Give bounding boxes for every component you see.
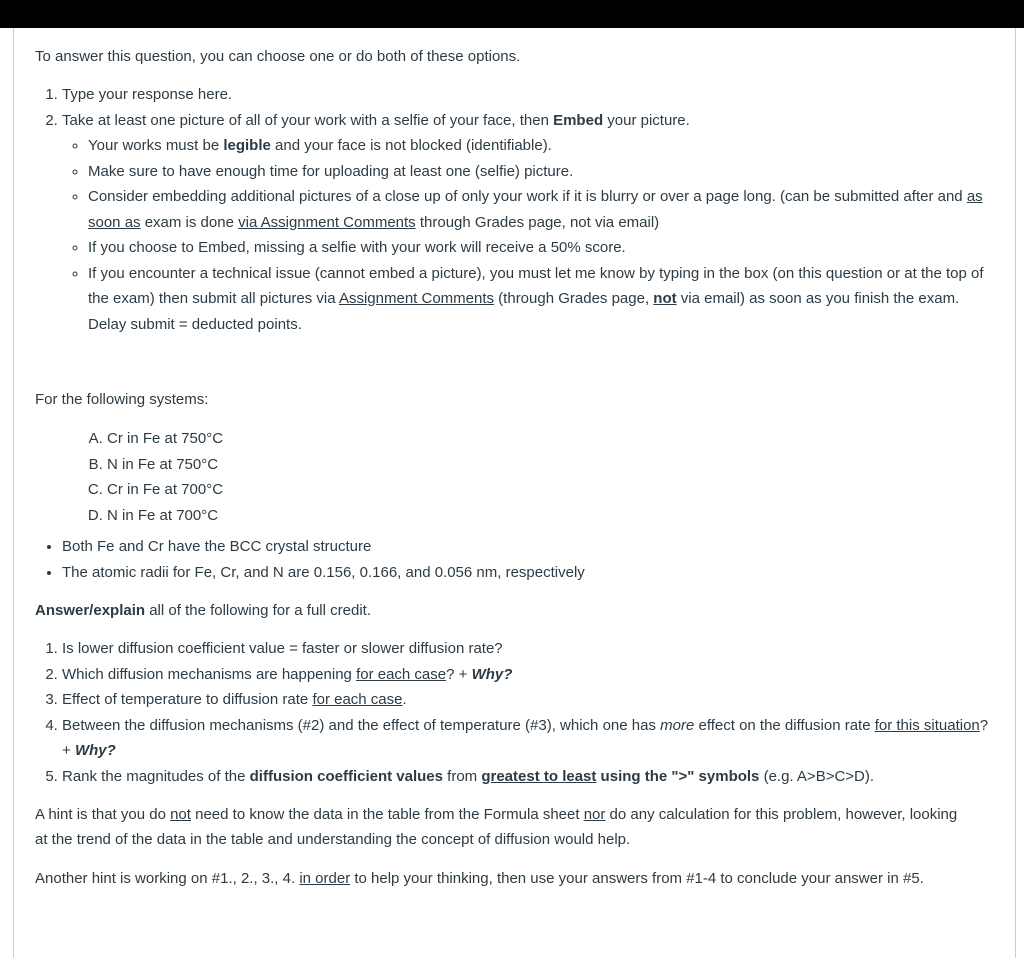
option-type-response: 1. Type your response here. <box>62 82 992 108</box>
embed-instructions-list <box>62 133 992 337</box>
fact-item: • Both Fe and Cr have the BCC crystal structure <box>62 534 992 560</box>
hint-paragraph: A hint is that you do not need to know the data in the table from the Formula sheet nor do any calculation for this problem, however, looking at the trend of the data in the table and understanding the concept of diffusion would help. <box>35 806 958 848</box>
list-item: ◦ If you choose to Embed, missing a selfie with your work will receive a 50% score. <box>88 235 992 261</box>
question-item: 3. Effect of temperature to diffusion rate for each case. <box>62 687 997 713</box>
answer-instructions: Answer/explain all of the following for a full credit. <box>35 602 371 619</box>
list-item: ◦ Consider embedding additional pictures of a close up of only your work if it is blurry or over a page long. (can be submitted after and as soon as exam is done via Assignment Comments through Grades page, not via email) <box>88 184 992 235</box>
question-panel <box>13 28 1016 958</box>
question-item: 1. Is lower diffusion coefficient value = faster or slower diffusion rate? <box>62 636 997 662</box>
option-embed-picture: 2. Take at least one picture of all of your work with a selfie of your face, then Embed your picture. ◦ Your works must be legible and your face is not blocked (identifiable). ◦ Make sure to have enough time for uploading at least one (selfie) picture. ◦ Consider embedding additional pictures of a close up of only your work if it is blurry or over a page long. (can be submitted after and as soon as exam is done via Assignment Comments through Grades page, not via email) ◦ If you choose to Embed, missing a selfie with your work will receive a 50% score. ◦ If you encounter a technical issue (cannot embed a picture), you must let me know by typing in the box (on this question or at the top of the exam) then submit all pictures via Assignment Comments (through Grades page, not via email) as soon as you finish the exam. Delay submit = deducted points. <box>62 108 992 338</box>
system-item: A. Cr in Fe at 750°C <box>107 426 223 452</box>
system-item: D. N in Fe at 700°C <box>107 503 223 529</box>
question-item: 4. Between the diffusion mechanisms (#2) and the effect of temperature (#3), which one has more effect on the diffusion rate for this situation? + Why? <box>62 713 997 764</box>
systems-list <box>107 426 223 528</box>
response-options-list <box>62 82 992 337</box>
system-item: B. N in Fe at 750°C <box>107 452 223 478</box>
question-item: 2. Which diffusion mechanisms are happening for each case? + Why? <box>62 662 997 688</box>
system-item: C. Cr in Fe at 700°C <box>107 477 223 503</box>
assignment-comments-link[interactable]: Assignment Comments <box>338 290 495 307</box>
hint-paragraph-2: Another hint is working on #1., 2., 3., 4. in order to help your thinking, then use your answers from #1-4 to conclude your answer in #5. <box>35 870 924 887</box>
assignment-comments-link[interactable]: via Assignment Comments <box>238 213 416 231</box>
list-item: ◦ Make sure to have enough time for uploading at least one (selfie) picture. <box>88 159 992 185</box>
fact-item: • The atomic radii for Fe, Cr, and N are 0.156, 0.166, and 0.056 nm, respectively <box>62 560 992 586</box>
facts-list <box>62 534 992 585</box>
list-item: ◦ If you encounter a technical issue (cannot embed a picture), you must let me know by typing in the box (on this question or at the top of the exam) then submit all pictures via Assignment Comments (through Grades page, not via email) as soon as you finish the exam. Delay submit = deducted points. <box>88 261 992 338</box>
systems-heading: For the following systems: <box>35 391 209 408</box>
top-black-bar <box>0 0 1024 28</box>
intro-text: To answer this question, you can choose one or do both of these options. <box>35 48 521 65</box>
question-item: 5. Rank the magnitudes of the diffusion coefficient values from greatest to least using the ">" symbols (e.g. A>B>C>D). <box>62 764 997 790</box>
questions-list <box>62 636 997 789</box>
list-item: ◦ Your works must be legible and your face is not blocked (identifiable). <box>88 133 992 159</box>
